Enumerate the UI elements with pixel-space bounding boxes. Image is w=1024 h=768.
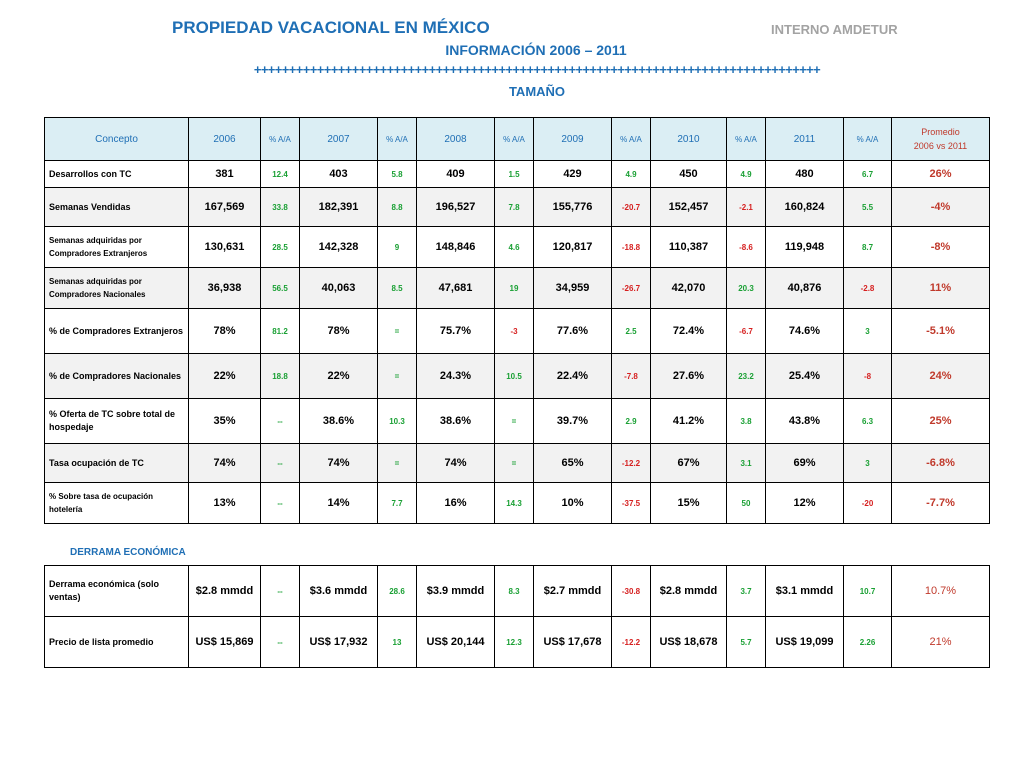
row-label: Tasa ocupación de TC [45,444,189,483]
year-value-2010: 41.2% [651,399,727,444]
year-value-2006: 78% [189,309,261,354]
pct-change: 8.5 [378,268,417,309]
year-value-2008: 47,681 [417,268,495,309]
year-value-2006: 13% [189,483,261,524]
promedio-value: -8% [892,227,990,268]
year-value-2010: 27.6% [651,354,727,399]
table-row [45,617,990,668]
pct-change: = [378,309,417,354]
year-value-2010: 67% [651,444,727,483]
pct-change: 33.8 [261,188,300,227]
pct-change: 4.6 [495,227,534,268]
year-value-2008: 148,846 [417,227,495,268]
year-value-2011: 69% [766,444,844,483]
year-value-2010: $2.8 mmdd [651,566,727,617]
col-header-promedio [892,118,990,161]
year-value-2009: 65% [534,444,612,483]
pct-change: 8.8 [378,188,417,227]
row-label: Precio de lista promedio [45,617,189,668]
year-value-2006: 35% [189,399,261,444]
year-value-2009: US$ 17,678 [534,617,612,668]
pct-change: 5.8 [378,161,417,188]
col-header-pct: % A/A [261,118,300,161]
pct-change: 23.2 [727,354,766,399]
internal-label: INTERNO AMDETUR [771,22,898,37]
pct-change: 4.9 [727,161,766,188]
table-row [45,444,990,483]
pct-change: 7.8 [495,188,534,227]
year-value-2006: 130,631 [189,227,261,268]
year-value-2008: 16% [417,483,495,524]
pct-change: -- [261,566,300,617]
year-value-2009: 77.6% [534,309,612,354]
pct-change: 5.5 [844,188,892,227]
row-label: Semanas Vendidas [45,188,189,227]
promedio-value: 11% [892,268,990,309]
col-header-2008: 2008 [417,118,495,161]
pct-change: 20.3 [727,268,766,309]
pct-change: -12.2 [612,444,651,483]
year-value-2011: $3.1 mmdd [766,566,844,617]
promedio-value: -6.8% [892,444,990,483]
year-value-2008: 196,527 [417,188,495,227]
size-table [44,117,990,524]
pct-change: -6.7 [727,309,766,354]
year-value-2007: 14% [300,483,378,524]
row-label: Derrama económica (solo ventas) [45,566,189,617]
pct-change: 12.3 [495,617,534,668]
plus-divider: +++++++++++++++++++++++++++++++++++++++++++++++++++++++++++++++++++++++++++++++++ [253,62,821,77]
econ-table [44,565,990,668]
promedio-line-1: Promedio [921,127,960,137]
pct-change: -7.8 [612,354,651,399]
pct-change: 10.5 [495,354,534,399]
row-label: Semanas adquiridas por Compradores Extranjeros [45,227,189,268]
pct-change: 8.7 [844,227,892,268]
pct-change: 5.7 [727,617,766,668]
pct-change: = [378,354,417,399]
year-value-2008: 75.7% [417,309,495,354]
table-row [45,309,990,354]
year-value-2007: 40,063 [300,268,378,309]
year-value-2008: 74% [417,444,495,483]
table-row [45,399,990,444]
year-value-2011: 43.8% [766,399,844,444]
promedio-line-2: 2006 vs 2011 [913,141,968,151]
year-value-2006: 167,569 [189,188,261,227]
row-label: % Oferta de TC sobre total de hospedaje [45,399,189,444]
year-value-2006: 22% [189,354,261,399]
promedio-value: 21% [892,617,990,668]
year-value-2007: 74% [300,444,378,483]
year-value-2011: 160,824 [766,188,844,227]
year-value-2010: 110,387 [651,227,727,268]
pct-change: -12.2 [612,617,651,668]
row-label: Semanas adquiridas por Compradores Nacionales [45,268,189,309]
pct-change: -20 [844,483,892,524]
pct-change: 12.4 [261,161,300,188]
pct-change: 6.3 [844,399,892,444]
pct-change: -- [261,483,300,524]
year-value-2009: $2.7 mmdd [534,566,612,617]
pct-change: 19 [495,268,534,309]
year-value-2006: $2.8 mmdd [189,566,261,617]
col-header-pct: % A/A [727,118,766,161]
col-header-concepto: Concepto [45,118,189,161]
year-value-2011: 40,876 [766,268,844,309]
year-value-2010: US$ 18,678 [651,617,727,668]
pct-change: 8.3 [495,566,534,617]
row-label: Desarrollos con TC [45,161,189,188]
promedio-value: 10.7% [892,566,990,617]
year-value-2009: 34,959 [534,268,612,309]
col-header-pct: % A/A [495,118,534,161]
col-header-2011: 2011 [766,118,844,161]
year-value-2009: 39.7% [534,399,612,444]
section-title-size: TAMAÑO [508,84,566,99]
year-value-2009: 22.4% [534,354,612,399]
year-value-2010: 152,457 [651,188,727,227]
col-header-2010: 2010 [651,118,727,161]
year-value-2011: 74.6% [766,309,844,354]
year-value-2010: 42,070 [651,268,727,309]
col-header-pct: % A/A [612,118,651,161]
pct-change: 28.5 [261,227,300,268]
row-label: % de Compradores Extranjeros [45,309,189,354]
promedio-value: -5.1% [892,309,990,354]
pct-change: -8.6 [727,227,766,268]
pct-change: = [495,444,534,483]
year-value-2007: US$ 17,932 [300,617,378,668]
year-value-2007: 78% [300,309,378,354]
year-value-2011: 12% [766,483,844,524]
table-row [45,227,990,268]
pct-change: = [378,444,417,483]
pct-change: 9 [378,227,417,268]
year-value-2007: $3.6 mmdd [300,566,378,617]
pct-change: 6.7 [844,161,892,188]
pct-change: 10.7 [844,566,892,617]
table-row [45,566,990,617]
year-value-2007: 142,328 [300,227,378,268]
pct-change: 10.3 [378,399,417,444]
pct-change: 3.8 [727,399,766,444]
pct-change: 3 [844,444,892,483]
pct-change: 1.5 [495,161,534,188]
pct-change: 3.1 [727,444,766,483]
year-value-2009: 120,817 [534,227,612,268]
pct-change: -37.5 [612,483,651,524]
year-value-2007: 38.6% [300,399,378,444]
pct-change: -8 [844,354,892,399]
year-value-2011: 25.4% [766,354,844,399]
promedio-value: 26% [892,161,990,188]
year-value-2008: 38.6% [417,399,495,444]
pct-change: -2.1 [727,188,766,227]
year-value-2006: 36,938 [189,268,261,309]
year-value-2009: 10% [534,483,612,524]
col-header-2006: 2006 [189,118,261,161]
pct-change: = [495,399,534,444]
pct-change: -- [261,399,300,444]
pct-change: 4.9 [612,161,651,188]
year-value-2007: 182,391 [300,188,378,227]
year-value-2008: US$ 20,144 [417,617,495,668]
pct-change: 3 [844,309,892,354]
page-subtitle: INFORMACIÓN 2006 – 2011 [445,42,627,58]
table-row [45,483,990,524]
page-title: PROPIEDAD VACACIONAL EN MÉXICO [172,18,490,37]
pct-change: -3 [495,309,534,354]
promedio-value: -4% [892,188,990,227]
pct-change: 2.26 [844,617,892,668]
pct-change: 13 [378,617,417,668]
pct-change: 28.6 [378,566,417,617]
col-header-2009: 2009 [534,118,612,161]
year-value-2006: 381 [189,161,261,188]
col-header-pct: % A/A [844,118,892,161]
section-title-econ: DERRAMA ECONÓMICA [70,547,186,558]
year-value-2010: 450 [651,161,727,188]
promedio-value: -7.7% [892,483,990,524]
pct-change: -18.8 [612,227,651,268]
pct-change: -- [261,617,300,668]
year-value-2009: 429 [534,161,612,188]
table-row [45,188,990,227]
year-value-2008: $3.9 mmdd [417,566,495,617]
year-value-2010: 15% [651,483,727,524]
year-value-2006: 74% [189,444,261,483]
pct-change: -- [261,444,300,483]
year-value-2011: 480 [766,161,844,188]
col-header-2007: 2007 [300,118,378,161]
year-value-2011: 119,948 [766,227,844,268]
table-row [45,268,990,309]
pct-change: -2.8 [844,268,892,309]
promedio-value: 25% [892,399,990,444]
pct-change: -20.7 [612,188,651,227]
year-value-2011: US$ 19,099 [766,617,844,668]
pct-change: 18.8 [261,354,300,399]
year-value-2006: US$ 15,869 [189,617,261,668]
row-label: % Sobre tasa de ocupación hotelería [45,483,189,524]
year-value-2008: 409 [417,161,495,188]
year-value-2007: 403 [300,161,378,188]
pct-change: 2.9 [612,399,651,444]
promedio-value: 24% [892,354,990,399]
pct-change: 50 [727,483,766,524]
year-value-2007: 22% [300,354,378,399]
pct-change: -30.8 [612,566,651,617]
year-value-2009: 155,776 [534,188,612,227]
year-value-2010: 72.4% [651,309,727,354]
pct-change: 7.7 [378,483,417,524]
pct-change: -26.7 [612,268,651,309]
table-row [45,354,990,399]
row-label: % de Compradores Nacionales [45,354,189,399]
pct-change: 81.2 [261,309,300,354]
year-value-2008: 24.3% [417,354,495,399]
pct-change: 2.5 [612,309,651,354]
table-row [45,161,990,188]
pct-change: 3.7 [727,566,766,617]
table-header-row [45,118,990,161]
pct-change: 14.3 [495,483,534,524]
col-header-pct: % A/A [378,118,417,161]
pct-change: 56.5 [261,268,300,309]
